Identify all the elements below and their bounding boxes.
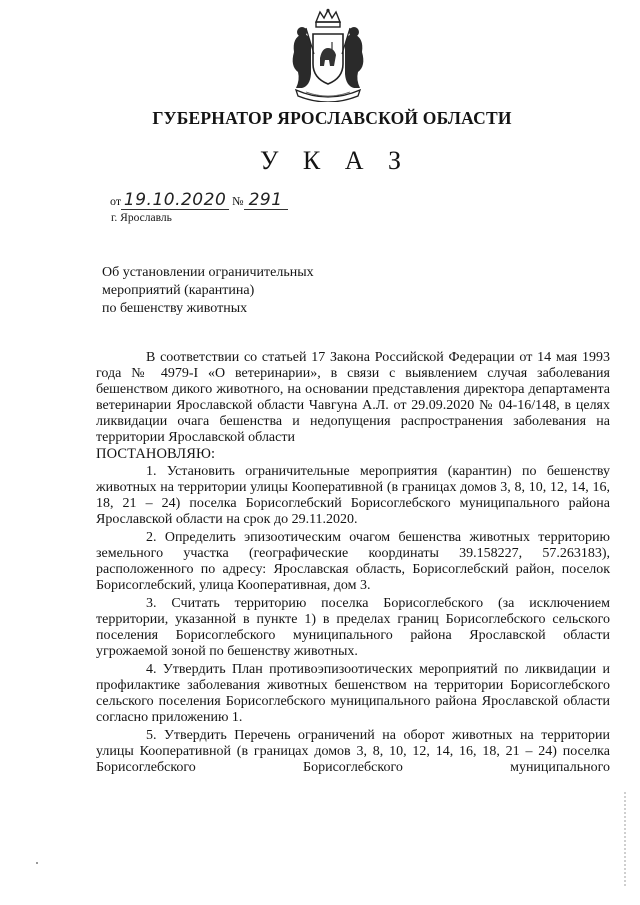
number-prefix: № (232, 194, 244, 208)
decree-body (96, 350, 610, 776)
scan-margin-mark (620, 792, 630, 892)
document-type-title: У К А З (259, 146, 411, 175)
handwritten-date: 19.10.2020 (121, 192, 229, 210)
decree-item-5: 5. Утвердить Перечень ограничений на оборот животных на территории улицы Кооперативной (в границах домов 3, 8, 10, 12, 14, 16, 18, 21 – 24) поселка Борисоглебского Борисоглебского муниципального (96, 728, 610, 775)
decree-subject (102, 264, 392, 318)
decree-item-4: 4. Утвердить План противоэпизоотических мероприятий по ликвидации и профилактике заболевания животных бешенством на территории Борисоглебского сельского поселения Борисоглебского муниципального района Ярославской области согласно приложению 1. (96, 662, 610, 725)
subject-line: Об установлении ограничительных (102, 265, 314, 280)
preamble-paragraph: В соответствии со статьей 17 Закона Российской Федерации от 14 мая 1993 года № 4979-I «О ветеринарии», в связи с выявлением случая заболевания бешенством дикого животного, на основании представления директора департамента ветеринарии Ярославской области Чавгуна А.Л. от 29.09.2020 № 04-16/148, в целях ликвидации очага бешенства и недопущения распространения заболевания на территории Ярославской области (96, 350, 610, 445)
resolve-heading: ПОСТАНОВЛЯЮ: (96, 446, 216, 462)
date-prefix: от (110, 194, 122, 208)
subject-line: мероприятий (карантина) (102, 283, 255, 298)
registration-line (110, 192, 288, 210)
issue-city: г. Ярославль (111, 212, 172, 224)
decree-item-1: 1. Установить ограничительные мероприятия (карантин) по бешенству животных на территории улицы Кооперативной (в границах домов 3, 8, 10, 12, 14, 16, 18, 21 – 24) поселка Борисоглебский Борисоглебского муниципального района Ярославской области на срок до 29.11.2020. (96, 464, 610, 527)
scan-speck (36, 862, 38, 864)
handwritten-number: 291 (244, 192, 288, 210)
authority-heading: ГУБЕРНАТОР ЯРОСЛАВСКОЙ ОБЛАСТИ (152, 108, 512, 128)
decree-item-2: 2. Определить эпизоотическим очагом бешенства животных территорию земельного участка (географические координаты 39.158227, 57.263183), расположенного по адресу: Ярославская область, Борисоглебский район, поселок Борисоглебский, улица Кооперативная, дом 3. (96, 530, 610, 593)
decree-item-3: 3. Считать территорию поселка Борисоглебского (за исключением территории, указанной в пункте 1) в пределах границ Борисоглебского сельского поселения Борисоглебского муниципального района Ярославской области угрожаемой зоной по бешенству животных. (96, 596, 610, 659)
subject-line: по бешенству животных (102, 301, 248, 316)
coat-of-arms-icon (286, 8, 370, 102)
